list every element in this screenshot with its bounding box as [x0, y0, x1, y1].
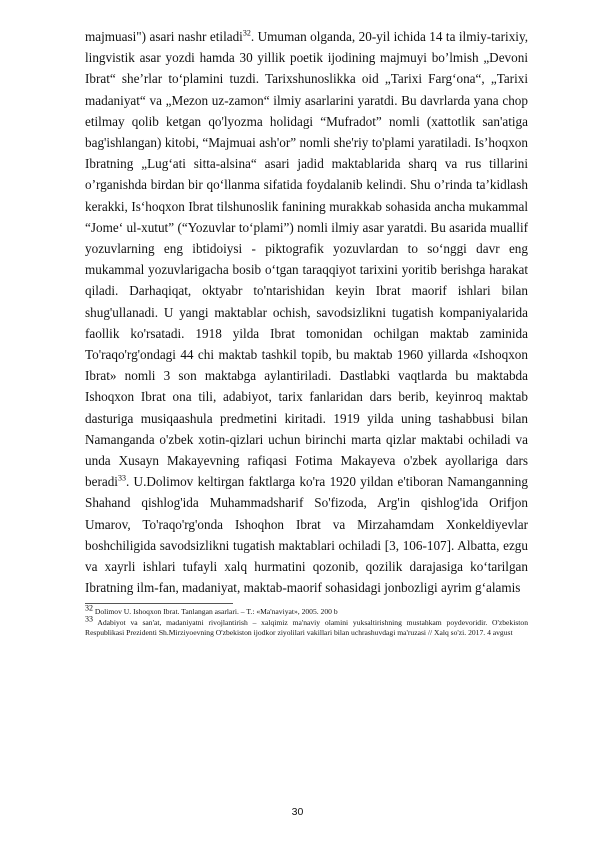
footnote-32 — [85, 603, 528, 617]
footnote-number: 32 — [85, 603, 93, 613]
footnote-number: 33 — [85, 614, 93, 624]
page-number: 30 — [291, 806, 304, 818]
main-text — [85, 26, 528, 598]
body-text-part-1: majmuasi") asari nashr etiladi — [85, 29, 243, 44]
footnote-ref-33: 33 — [117, 473, 126, 483]
footnote-text: Adabiyot va san'at, madaniyatni rivojlantirish – xalqimiz ma'naviy olamini yuksaltirishning mustahkam poydevoridir. O'zbekiston Respublikasi Prezidenti Sh.Mirziyoevning O'zbekiston ijodkor ziyolilari vakillari bilan uchrashuvdagi ma'ruzasi // Xalq so'zi. 2017. 4 avgust — [85, 618, 528, 637]
footnote-divider — [85, 603, 233, 604]
footnote-text: Dolimov U. Ishoqxon Ibrat. Tanlangan asarlari. – T.: «Ma'naviyat», 2005. 200 b — [93, 607, 338, 617]
body-text-part-2: . Umuman olganda, 20-yil ichida 14 ta ilmiy-tarixiy, lingvistik asar yozdi hamda 30 yillik poetik ijodining majmuyi bo’lmish „Devoni Ibrat“ she’rlar to‘plamini tuzdi. Tarixshunoslikka oid „Tarixi Farg‘ona“, „Tarixi madaniyat“ va „Mezon uz-zamon“ ilmiy asarlarini yaratdi. Bu davrlarda yana chop etilmay qolib ketgan qo'lyozma holidagi “Mufradot” nomli (xattotlik san'atiga bag'ishlangan) kitobi, “Majmuai ash'or” nomli she'riy to'plami yaratiladi. Is’hoqxon Ibratning „Lug‘ati sitta-alsina“ asari jadid maktablarida sharq va rus tillarini o’rganishda birdan bir qo‘llanma sifatida foydalanib kelindi. Shu o’rinda ta’kidlash kerakki, Is‘hoqxon Ibrat tilshunoslik fanining murakkab sohasida ancha mukammal “Jome‘ ul-xutut” (“Yozuvlar to‘plami”) nomli ilmiy asar yaratdi. Bu asarida muallif yozuvlarning eng ibtidoiysi - piktografik yozuvlardan to so‘nggi davr eng mukammal yozuvlarigacha bosib o‘tgan taraqqiyot tarixini yoritib berishga harakat qiladi. Darhaqiqat, oktyabr to'ntarishidan keyin Ibrat maorif ishlari bilan shug'ullanadi. U yangi maktablar ochish, savodsizlikni tugatish kompaniyalarida faollik ko'rsatadi. 1918 yilda Ibrat tomonidan ochilgan maktab zaminida To'raqo'rg'ondagi 44 chi maktab tashkil topib, bu maktab 1960 yillarda «Ishoqxon Ibrat» nomli 3 son maktabga aylantiriladi. Dastlabki vaqtlarda bu maktabda Ishoqxon Ibrat ona tili, adabiyot, tarix fanlaridan dars berib, keyinroq maktab dasturiga musiqaashula predmetini kiritadi. 1919 yilda uning tashabbusi bilan Namanganda o'zbek xotin-qizlari uchun birinchi marta qizlar maktabi ochiladi va unda Xusayn Makayevning rafiqasi Fotima Makayeva o'zbek ayollariga dars beradi — [85, 29, 528, 490]
footnote-ref-32: 32 — [242, 28, 251, 38]
footnote-33 — [85, 614, 528, 637]
body-text-part-3: . U.Dolimov keltirgan faktlarga ko'ra 1920 yildan e'tiboran Namanganning Shahand qishlog'ida Muhammadsharif So'fizoda, Arg'in qishlog'ida Orifjon Umarov, To'raqo'rg'onda Ishoqhon Ibrat va Mirzahamdam Xonkeldiyevlar boshchiligida savodsizlikni tugatish maktablari ochiladi [3, 106-107]. Albatta, ezgu va xayrli ishlari tufayli xalq hurmatini qozonib, qozilik darajasiga ko‘tarilgan Ibratning ilm-fan, madaniyat, maktab-maorif sohasidagi jonbozligi ayrim g‘alamis — [85, 474, 528, 596]
page-content — [85, 26, 528, 637]
body-paragraph — [85, 26, 528, 598]
